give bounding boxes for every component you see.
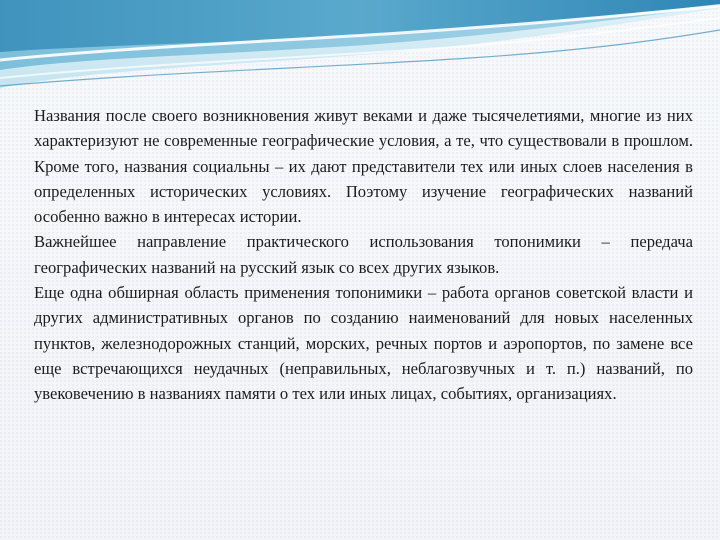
paragraph-naming: Еще одна обширная область применения топонимики – работа органов советской власти и других административных органов по созданию наименований для новых населенных пунктов, железнодорожных станций, морских, речных портов и аэропортов, по замене все еще встречающихся неудачных (неправильных, неблагозвучных и т. п.) названий, по увековечению в названиях памяти о тех или иных лицах, событиях, организациях. bbox=[34, 283, 693, 404]
paragraph-transfer: Важнейшее направление практического использования топонимики – передача географических названий на русский язык со всех других языков. bbox=[34, 232, 693, 277]
paragraph-history: Названия после своего возникновения живут веками и даже тысячелетиями, многие из них характеризуют не современные географические условия, а те, что существовали в прошлом. Кроме того, названия социальны – их дают представители тех или иных слоев населения в определенных исторических условиях. Поэтому изучение географических названий особенно важно в интересах истории. bbox=[34, 106, 693, 227]
decorative-wave-banner bbox=[0, 0, 720, 100]
main-text bbox=[34, 103, 693, 407]
